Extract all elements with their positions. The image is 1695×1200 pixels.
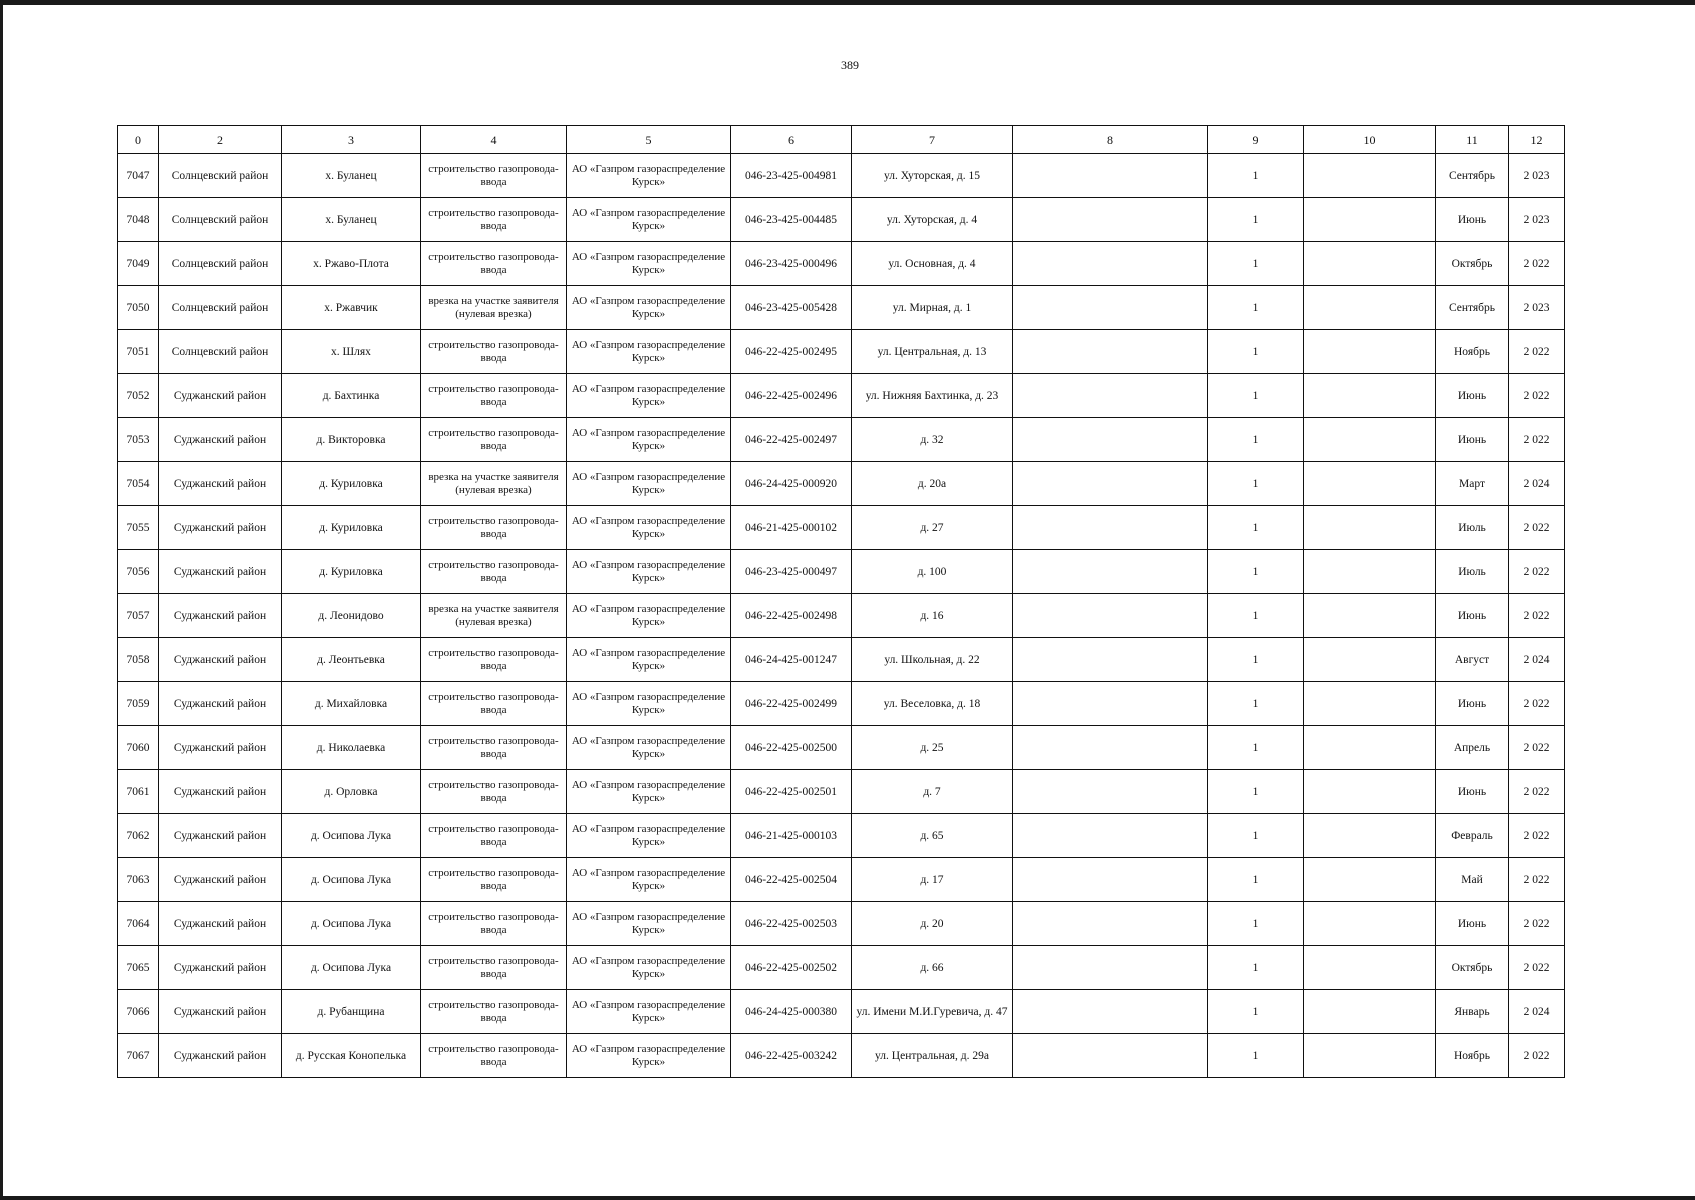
address-cell: ул. Мирная, д. 1 <box>852 286 1013 330</box>
organization-cell: АО «Газпром газораспределение Курск» <box>567 418 731 462</box>
application-code-cell: 046-22-425-002496 <box>731 374 852 418</box>
column-header: 2 <box>159 126 282 154</box>
organization-cell: АО «Газпром газораспределение Курск» <box>567 902 731 946</box>
column-header: 7 <box>852 126 1013 154</box>
work-type-cell: строительство газопровода-ввода <box>421 550 567 594</box>
register-body <box>118 154 1565 1078</box>
table-row <box>118 242 1565 286</box>
column-8-cell <box>1013 330 1208 374</box>
column-8-cell <box>1013 374 1208 418</box>
settlement-cell: д. Осипова Лука <box>282 814 421 858</box>
gas-connection-register-table <box>117 125 1565 1078</box>
page-number: 389 <box>841 58 859 72</box>
column-10-cell <box>1304 1034 1436 1078</box>
address-cell: д. 27 <box>852 506 1013 550</box>
settlement-cell: д. Русская Конопелька <box>282 1034 421 1078</box>
table-row <box>118 638 1565 682</box>
organization-cell: АО «Газпром газораспределение Курск» <box>567 770 731 814</box>
organization-cell: АО «Газпром газораспределение Курск» <box>567 1034 731 1078</box>
table-row <box>118 902 1565 946</box>
settlement-cell: д. Леонтьевка <box>282 638 421 682</box>
quantity-cell: 1 <box>1208 286 1304 330</box>
year-cell: 2 022 <box>1509 374 1565 418</box>
work-type-cell: врезка на участке заявителя (нулевая врезка) <box>421 594 567 638</box>
column-10-cell <box>1304 638 1436 682</box>
work-type-cell: строительство газопровода-ввода <box>421 506 567 550</box>
year-cell: 2 022 <box>1509 946 1565 990</box>
year-cell: 2 024 <box>1509 990 1565 1034</box>
application-code-cell: 046-22-425-002495 <box>731 330 852 374</box>
table-row <box>118 990 1565 1034</box>
district-cell: Суджанский район <box>159 682 282 726</box>
settlement-cell: д. Рубанщина <box>282 990 421 1034</box>
column-10-cell <box>1304 154 1436 198</box>
address-cell: д. 100 <box>852 550 1013 594</box>
year-cell: 2 023 <box>1509 198 1565 242</box>
quantity-cell: 1 <box>1208 462 1304 506</box>
column-8-cell <box>1013 594 1208 638</box>
row-number-cell: 7063 <box>118 858 159 902</box>
scan-edge-bottom <box>0 1196 1695 1200</box>
row-number-cell: 7055 <box>118 506 159 550</box>
quantity-cell: 1 <box>1208 154 1304 198</box>
month-cell: Март <box>1436 462 1509 506</box>
application-code-cell: 046-24-425-001247 <box>731 638 852 682</box>
work-type-cell: строительство газопровода-ввода <box>421 682 567 726</box>
address-cell: ул. Хуторская, д. 4 <box>852 198 1013 242</box>
organization-cell: АО «Газпром газораспределение Курск» <box>567 594 731 638</box>
table-row <box>118 418 1565 462</box>
year-cell: 2 022 <box>1509 814 1565 858</box>
quantity-cell: 1 <box>1208 242 1304 286</box>
address-cell: ул. Школьная, д. 22 <box>852 638 1013 682</box>
quantity-cell: 1 <box>1208 1034 1304 1078</box>
address-cell: д. 65 <box>852 814 1013 858</box>
row-number-cell: 7056 <box>118 550 159 594</box>
column-10-cell <box>1304 770 1436 814</box>
application-code-cell: 046-23-425-000496 <box>731 242 852 286</box>
row-number-cell: 7050 <box>118 286 159 330</box>
work-type-cell: строительство газопровода-ввода <box>421 154 567 198</box>
year-cell: 2 023 <box>1509 154 1565 198</box>
year-cell: 2 022 <box>1509 858 1565 902</box>
application-code-cell: 046-24-425-000380 <box>731 990 852 1034</box>
row-number-cell: 7067 <box>118 1034 159 1078</box>
table-row <box>118 814 1565 858</box>
organization-cell: АО «Газпром газораспределение Курск» <box>567 198 731 242</box>
address-cell: ул. Центральная, д. 13 <box>852 330 1013 374</box>
district-cell: Суджанский район <box>159 946 282 990</box>
work-type-cell: строительство газопровода-ввода <box>421 374 567 418</box>
row-number-cell: 7057 <box>118 594 159 638</box>
year-cell: 2 024 <box>1509 462 1565 506</box>
month-cell: Июнь <box>1436 682 1509 726</box>
organization-cell: АО «Газпром газораспределение Курск» <box>567 990 731 1034</box>
column-8-cell <box>1013 990 1208 1034</box>
application-code-cell: 046-23-425-004981 <box>731 154 852 198</box>
district-cell: Суджанский район <box>159 462 282 506</box>
address-cell: ул. Имени М.И.Гуревича, д. 47 <box>852 990 1013 1034</box>
month-cell: Июнь <box>1436 902 1509 946</box>
district-cell: Солнцевский район <box>159 242 282 286</box>
column-10-cell <box>1304 594 1436 638</box>
district-cell: Суджанский район <box>159 726 282 770</box>
district-cell: Суджанский район <box>159 1034 282 1078</box>
district-cell: Суджанский район <box>159 594 282 638</box>
district-cell: Суджанский район <box>159 550 282 594</box>
table-row <box>118 682 1565 726</box>
column-10-cell <box>1304 682 1436 726</box>
district-cell: Суджанский район <box>159 770 282 814</box>
organization-cell: АО «Газпром газораспределение Курск» <box>567 374 731 418</box>
month-cell: Ноябрь <box>1436 1034 1509 1078</box>
settlement-cell: д. Бахтинка <box>282 374 421 418</box>
district-cell: Суджанский район <box>159 814 282 858</box>
work-type-cell: строительство газопровода-ввода <box>421 418 567 462</box>
column-8-cell <box>1013 1034 1208 1078</box>
column-header: 10 <box>1304 126 1436 154</box>
quantity-cell: 1 <box>1208 418 1304 462</box>
column-10-cell <box>1304 814 1436 858</box>
year-cell: 2 022 <box>1509 594 1565 638</box>
column-number-header-row <box>118 126 1565 154</box>
month-cell: Июль <box>1436 550 1509 594</box>
quantity-cell: 1 <box>1208 682 1304 726</box>
column-10-cell <box>1304 858 1436 902</box>
column-8-cell <box>1013 550 1208 594</box>
column-10-cell <box>1304 506 1436 550</box>
year-cell: 2 022 <box>1509 418 1565 462</box>
quantity-cell: 1 <box>1208 814 1304 858</box>
scan-edge-left <box>0 0 3 1200</box>
row-number-cell: 7054 <box>118 462 159 506</box>
month-cell: Май <box>1436 858 1509 902</box>
organization-cell: АО «Газпром газораспределение Курск» <box>567 946 731 990</box>
row-number-cell: 7059 <box>118 682 159 726</box>
quantity-cell: 1 <box>1208 946 1304 990</box>
column-8-cell <box>1013 286 1208 330</box>
district-cell: Суджанский район <box>159 638 282 682</box>
row-number-cell: 7062 <box>118 814 159 858</box>
quantity-cell: 1 <box>1208 726 1304 770</box>
table-row <box>118 858 1565 902</box>
work-type-cell: строительство газопровода-ввода <box>421 330 567 374</box>
year-cell: 2 022 <box>1509 726 1565 770</box>
month-cell: Ноябрь <box>1436 330 1509 374</box>
row-number-cell: 7053 <box>118 418 159 462</box>
organization-cell: АО «Газпром газораспределение Курск» <box>567 330 731 374</box>
column-header: 4 <box>421 126 567 154</box>
row-number-cell: 7061 <box>118 770 159 814</box>
table-row <box>118 154 1565 198</box>
district-cell: Суджанский район <box>159 990 282 1034</box>
settlement-cell: д. Осипова Лука <box>282 946 421 990</box>
table-row <box>118 506 1565 550</box>
quantity-cell: 1 <box>1208 770 1304 814</box>
table-row <box>118 1034 1565 1078</box>
month-cell: Июнь <box>1436 374 1509 418</box>
organization-cell: АО «Газпром газораспределение Курск» <box>567 814 731 858</box>
column-10-cell <box>1304 462 1436 506</box>
column-8-cell <box>1013 682 1208 726</box>
quantity-cell: 1 <box>1208 594 1304 638</box>
table-row <box>118 550 1565 594</box>
month-cell: Июнь <box>1436 198 1509 242</box>
application-code-cell: 046-23-425-005428 <box>731 286 852 330</box>
address-cell: д. 32 <box>852 418 1013 462</box>
table-row <box>118 330 1565 374</box>
settlement-cell: х. Ржавчик <box>282 286 421 330</box>
column-8-cell <box>1013 462 1208 506</box>
column-8-cell <box>1013 770 1208 814</box>
quantity-cell: 1 <box>1208 990 1304 1034</box>
application-code-cell: 046-23-425-004485 <box>731 198 852 242</box>
table-row <box>118 594 1565 638</box>
application-code-cell: 046-22-425-002500 <box>731 726 852 770</box>
quantity-cell: 1 <box>1208 330 1304 374</box>
quantity-cell: 1 <box>1208 638 1304 682</box>
column-8-cell <box>1013 638 1208 682</box>
column-header: 5 <box>567 126 731 154</box>
year-cell: 2 022 <box>1509 506 1565 550</box>
work-type-cell: строительство газопровода-ввода <box>421 726 567 770</box>
settlement-cell: д. Леонидово <box>282 594 421 638</box>
table-row <box>118 946 1565 990</box>
column-8-cell <box>1013 726 1208 770</box>
row-number-cell: 7048 <box>118 198 159 242</box>
table-row <box>118 462 1565 506</box>
column-header: 9 <box>1208 126 1304 154</box>
column-8-cell <box>1013 242 1208 286</box>
district-cell: Солнцевский район <box>159 154 282 198</box>
district-cell: Солнцевский район <box>159 286 282 330</box>
district-cell: Суджанский район <box>159 858 282 902</box>
work-type-cell: строительство газопровода-ввода <box>421 198 567 242</box>
scan-edge-top <box>0 0 1695 5</box>
settlement-cell: д. Викторовка <box>282 418 421 462</box>
column-header: 0 <box>118 126 159 154</box>
year-cell: 2 022 <box>1509 682 1565 726</box>
month-cell: Январь <box>1436 990 1509 1034</box>
row-number-cell: 7052 <box>118 374 159 418</box>
work-type-cell: строительство газопровода-ввода <box>421 1034 567 1078</box>
application-code-cell: 046-22-425-002501 <box>731 770 852 814</box>
quantity-cell: 1 <box>1208 858 1304 902</box>
application-code-cell: 046-21-425-000102 <box>731 506 852 550</box>
district-cell: Солнцевский район <box>159 198 282 242</box>
district-cell: Суджанский район <box>159 374 282 418</box>
column-10-cell <box>1304 198 1436 242</box>
column-header: 3 <box>282 126 421 154</box>
year-cell: 2 022 <box>1509 550 1565 594</box>
column-8-cell <box>1013 198 1208 242</box>
address-cell: д. 20 <box>852 902 1013 946</box>
month-cell: Апрель <box>1436 726 1509 770</box>
row-number-cell: 7064 <box>118 902 159 946</box>
district-cell: Суджанский район <box>159 902 282 946</box>
column-8-cell <box>1013 946 1208 990</box>
month-cell: Июнь <box>1436 418 1509 462</box>
organization-cell: АО «Газпром газораспределение Курск» <box>567 242 731 286</box>
month-cell: Октябрь <box>1436 242 1509 286</box>
column-header: 12 <box>1509 126 1565 154</box>
column-10-cell <box>1304 902 1436 946</box>
year-cell: 2 022 <box>1509 1034 1565 1078</box>
address-cell: д. 17 <box>852 858 1013 902</box>
work-type-cell: врезка на участке заявителя (нулевая врезка) <box>421 462 567 506</box>
month-cell: Октябрь <box>1436 946 1509 990</box>
settlement-cell: х. Буланец <box>282 154 421 198</box>
address-cell: ул. Хуторская, д. 15 <box>852 154 1013 198</box>
year-cell: 2 022 <box>1509 770 1565 814</box>
table-row <box>118 198 1565 242</box>
work-type-cell: строительство газопровода-ввода <box>421 858 567 902</box>
application-code-cell: 046-22-425-002498 <box>731 594 852 638</box>
address-cell: ул. Основная, д. 4 <box>852 242 1013 286</box>
work-type-cell: строительство газопровода-ввода <box>421 242 567 286</box>
work-type-cell: врезка на участке заявителя (нулевая врезка) <box>421 286 567 330</box>
address-cell: ул. Веселовка, д. 18 <box>852 682 1013 726</box>
row-number-cell: 7047 <box>118 154 159 198</box>
column-10-cell <box>1304 330 1436 374</box>
application-code-cell: 046-22-425-002499 <box>731 682 852 726</box>
column-header: 11 <box>1436 126 1509 154</box>
year-cell: 2 023 <box>1509 286 1565 330</box>
column-10-cell <box>1304 242 1436 286</box>
row-number-cell: 7065 <box>118 946 159 990</box>
organization-cell: АО «Газпром газораспределение Курск» <box>567 858 731 902</box>
address-cell: д. 16 <box>852 594 1013 638</box>
quantity-cell: 1 <box>1208 198 1304 242</box>
column-8-cell <box>1013 814 1208 858</box>
column-header: 8 <box>1013 126 1208 154</box>
settlement-cell: д. Михайловка <box>282 682 421 726</box>
table-row <box>118 374 1565 418</box>
organization-cell: АО «Газпром газораспределение Курск» <box>567 550 731 594</box>
organization-cell: АО «Газпром газораспределение Курск» <box>567 726 731 770</box>
organization-cell: АО «Газпром газораспределение Курск» <box>567 506 731 550</box>
organization-cell: АО «Газпром газораспределение Курск» <box>567 638 731 682</box>
work-type-cell: строительство газопровода-ввода <box>421 814 567 858</box>
column-10-cell <box>1304 550 1436 594</box>
application-code-cell: 046-22-425-003242 <box>731 1034 852 1078</box>
address-cell: д. 66 <box>852 946 1013 990</box>
month-cell: Июль <box>1436 506 1509 550</box>
table-row <box>118 286 1565 330</box>
work-type-cell: строительство газопровода-ввода <box>421 638 567 682</box>
quantity-cell: 1 <box>1208 902 1304 946</box>
settlement-cell: х. Шлях <box>282 330 421 374</box>
column-10-cell <box>1304 726 1436 770</box>
column-header: 6 <box>731 126 852 154</box>
column-10-cell <box>1304 990 1436 1034</box>
column-8-cell <box>1013 154 1208 198</box>
organization-cell: АО «Газпром газораспределение Курск» <box>567 154 731 198</box>
table-row <box>118 770 1565 814</box>
year-cell: 2 024 <box>1509 638 1565 682</box>
month-cell: Сентябрь <box>1436 286 1509 330</box>
district-cell: Суджанский район <box>159 418 282 462</box>
month-cell: Июнь <box>1436 770 1509 814</box>
settlement-cell: д. Осипова Лука <box>282 902 421 946</box>
month-cell: Сентябрь <box>1436 154 1509 198</box>
month-cell: Февраль <box>1436 814 1509 858</box>
address-cell: ул. Нижняя Бахтинка, д. 23 <box>852 374 1013 418</box>
column-8-cell <box>1013 858 1208 902</box>
year-cell: 2 022 <box>1509 242 1565 286</box>
column-10-cell <box>1304 286 1436 330</box>
settlement-cell: д. Куриловка <box>282 462 421 506</box>
year-cell: 2 022 <box>1509 330 1565 374</box>
row-number-cell: 7049 <box>118 242 159 286</box>
row-number-cell: 7058 <box>118 638 159 682</box>
application-code-cell: 046-22-425-002497 <box>731 418 852 462</box>
address-cell: д. 7 <box>852 770 1013 814</box>
settlement-cell: х. Ржаво-Плота <box>282 242 421 286</box>
district-cell: Солнцевский район <box>159 330 282 374</box>
address-cell: ул. Центральная, д. 29а <box>852 1034 1013 1078</box>
row-number-cell: 7066 <box>118 990 159 1034</box>
quantity-cell: 1 <box>1208 506 1304 550</box>
settlement-cell: д. Куриловка <box>282 506 421 550</box>
application-code-cell: 046-22-425-002503 <box>731 902 852 946</box>
organization-cell: АО «Газпром газораспределение Курск» <box>567 682 731 726</box>
month-cell: Июнь <box>1436 594 1509 638</box>
settlement-cell: д. Осипова Лука <box>282 858 421 902</box>
address-cell: д. 20а <box>852 462 1013 506</box>
year-cell: 2 022 <box>1509 902 1565 946</box>
application-code-cell: 046-22-425-002504 <box>731 858 852 902</box>
district-cell: Суджанский район <box>159 506 282 550</box>
column-8-cell <box>1013 506 1208 550</box>
application-code-cell: 046-23-425-000497 <box>731 550 852 594</box>
organization-cell: АО «Газпром газораспределение Курск» <box>567 462 731 506</box>
work-type-cell: строительство газопровода-ввода <box>421 770 567 814</box>
settlement-cell: д. Куриловка <box>282 550 421 594</box>
row-number-cell: 7060 <box>118 726 159 770</box>
table-row <box>118 726 1565 770</box>
column-10-cell <box>1304 374 1436 418</box>
quantity-cell: 1 <box>1208 374 1304 418</box>
column-8-cell <box>1013 902 1208 946</box>
application-code-cell: 046-21-425-000103 <box>731 814 852 858</box>
settlement-cell: д. Орловка <box>282 770 421 814</box>
organization-cell: АО «Газпром газораспределение Курск» <box>567 286 731 330</box>
column-10-cell <box>1304 418 1436 462</box>
work-type-cell: строительство газопровода-ввода <box>421 946 567 990</box>
work-type-cell: строительство газопровода-ввода <box>421 990 567 1034</box>
settlement-cell: х. Буланец <box>282 198 421 242</box>
row-number-cell: 7051 <box>118 330 159 374</box>
application-code-cell: 046-22-425-002502 <box>731 946 852 990</box>
month-cell: Август <box>1436 638 1509 682</box>
quantity-cell: 1 <box>1208 550 1304 594</box>
column-8-cell <box>1013 418 1208 462</box>
work-type-cell: строительство газопровода-ввода <box>421 902 567 946</box>
application-code-cell: 046-24-425-000920 <box>731 462 852 506</box>
address-cell: д. 25 <box>852 726 1013 770</box>
column-10-cell <box>1304 946 1436 990</box>
settlement-cell: д. Николаевка <box>282 726 421 770</box>
